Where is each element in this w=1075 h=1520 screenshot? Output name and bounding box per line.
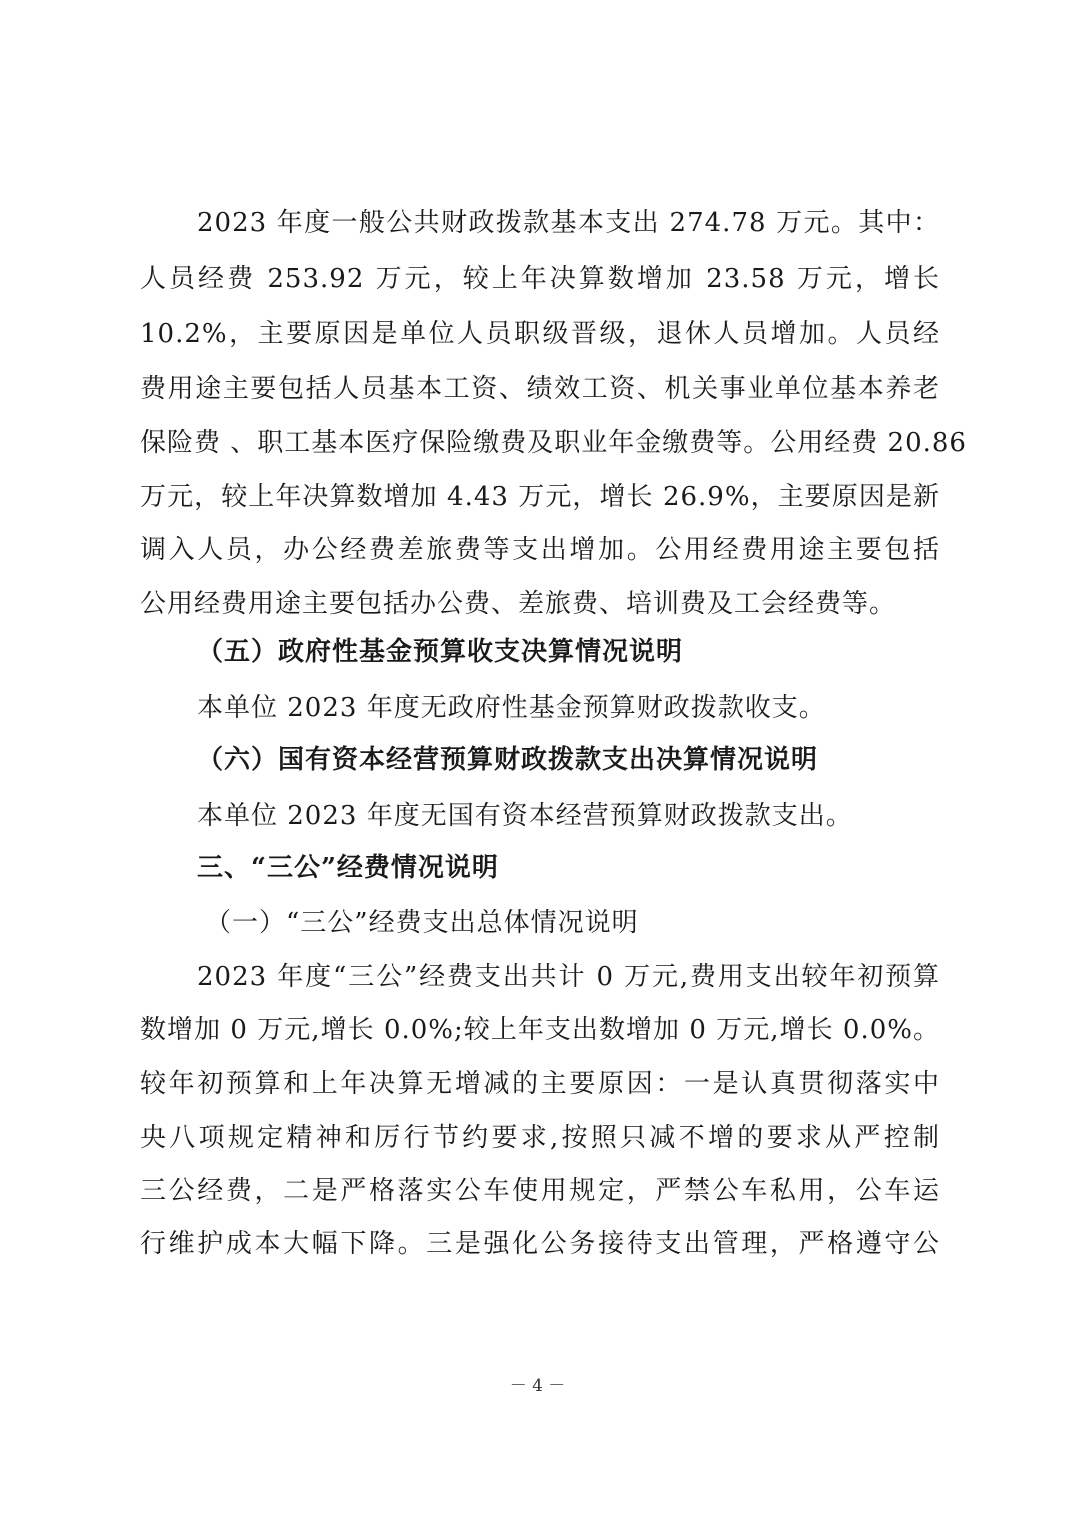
paragraph-line: 数增加 0 万元,增长 0.0%;较上年支出数增加 0 万元,增长 0.0%。: [140, 1015, 940, 1045]
paragraph-line: 调入人员，办公经费差旅费等支出增加。公用经费用途主要包括: [140, 535, 940, 565]
paragraph-line: 费用途主要包括人员基本工资、绩效工资、机关事业单位基本养老: [140, 374, 940, 404]
paragraph-line: 三公经费，二是严格落实公车使用规定，严禁公车私用，公车运: [140, 1176, 940, 1206]
subsection-heading-1: （一）“三公”经费支出总体情况说明: [205, 908, 639, 938]
paragraph-line: 2023 年度一般公共财政拨款基本支出 274.78 万元。其中：: [197, 208, 940, 238]
paragraph-line: 保险费 、职工基本医疗保险缴费及职业年金缴费等。公用经费 20.86: [140, 428, 967, 458]
page-number: － 4 －: [509, 1376, 566, 1396]
paragraph-line: 公用经费用途主要包括办公费、差旅费、培训费及工会经费等。: [140, 589, 897, 619]
paragraph-line: 较年初预算和上年决算无增减的主要原因：一是认真贯彻落实中: [140, 1069, 940, 1099]
paragraph-line: 本单位 2023 年度无政府性基金预算财政拨款收支。: [197, 693, 826, 723]
section-heading-5: （五）政府性基金预算收支决算情况说明: [197, 637, 684, 667]
paragraph-line: 2023 年度“三公”经费支出共计 0 万元,费用支出较年初预算: [197, 962, 940, 992]
paragraph-line: 人员经费 253.92 万元，较上年决算数增加 23.58 万元，增长: [140, 264, 940, 294]
section-heading-6: （六）国有资本经营预算财政拨款支出决算情况说明: [197, 745, 819, 775]
paragraph-line: 行维护成本大幅下降。三是强化公务接待支出管理，严格遵守公: [140, 1229, 940, 1259]
chapter-heading-3: 三、“三公”经费情况说明: [197, 853, 499, 883]
paragraph-line: 央八项规定精神和厉行节约要求,按照只减不增的要求从严控制: [140, 1123, 940, 1153]
paragraph-line: 万元，较上年决算数增加 4.43 万元，增长 26.9%，主要原因是新: [140, 482, 940, 512]
paragraph-line: 本单位 2023 年度无国有资本经营预算财政拨款支出。: [197, 801, 853, 831]
paragraph-line: 10.2%，主要原因是单位人员职级晋级，退休人员增加。人员经: [140, 319, 940, 349]
